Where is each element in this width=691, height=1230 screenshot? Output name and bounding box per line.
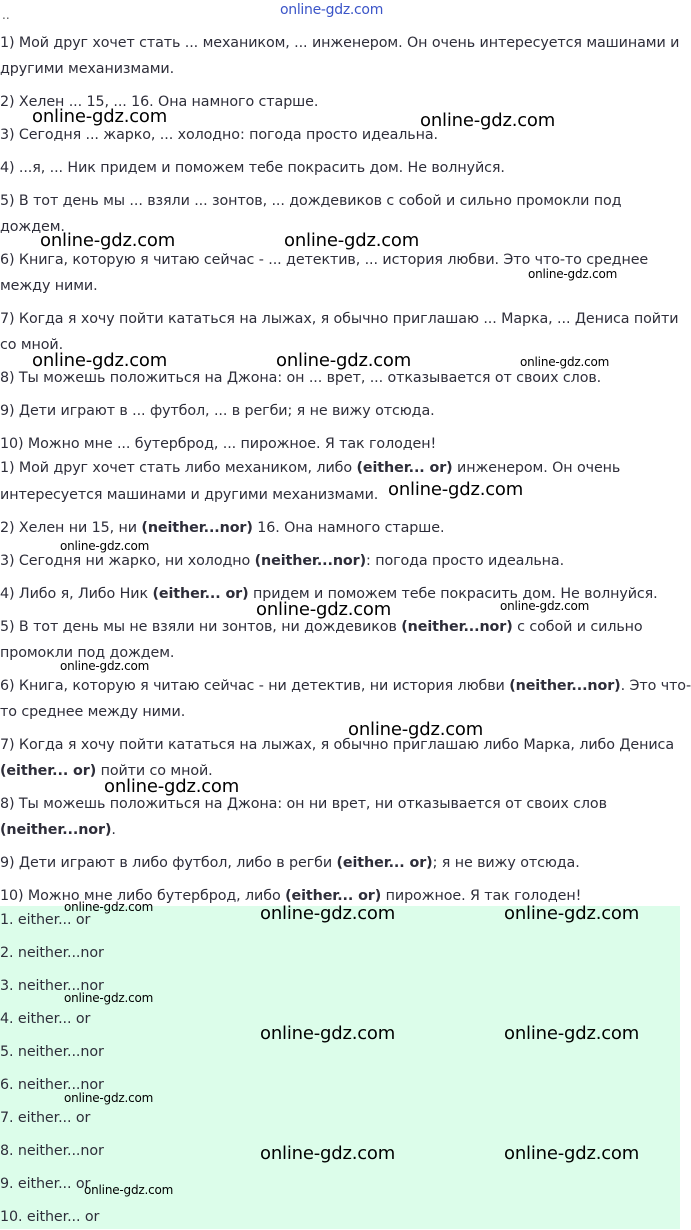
answer-text: 6) Книга, которую я читаю сейчас - ни детектив, ни история любви <box>0 678 510 694</box>
watermark: online-gdz.com <box>64 991 154 1005</box>
short-answer <box>0 1204 680 1230</box>
watermark: online-gdz.com <box>60 659 150 673</box>
answer-text: 5) В тот день мы не взяли ни зонтов, ни дождевиков <box>0 619 402 635</box>
question-line <box>0 188 680 214</box>
filled-answer-line <box>0 455 680 481</box>
watermark: online-gdz.com <box>500 599 590 613</box>
short-answer-text: 10. either... or <box>0 1209 100 1225</box>
watermark: online-gdz.com <box>64 1091 154 1105</box>
watermark: online-gdz.com <box>276 350 412 371</box>
answer-text: с собой и сильно <box>512 619 643 635</box>
watermark: online-gdz.com <box>260 903 396 924</box>
question-text: между ними. <box>0 278 98 294</box>
site-logo[interactable]: online-gdz.com <box>280 2 384 18</box>
grammar-hint: (neither...nor) <box>141 520 253 536</box>
watermark: online-gdz.com <box>520 355 610 369</box>
answer-text: 10) Можно мне либо бутерброд, либо <box>0 888 286 904</box>
filled-answer-line <box>0 791 680 817</box>
grammar-hint: (neither...nor) <box>401 619 513 635</box>
watermark: online-gdz.com <box>40 230 176 251</box>
watermark: online-gdz.com <box>256 599 392 620</box>
answer-text: . Это что- <box>620 678 691 694</box>
grammar-hint: (either... or) <box>285 888 382 904</box>
watermark: online-gdz.com <box>32 106 168 127</box>
filled-answer-line <box>0 673 691 699</box>
short-answer-text: 3. neither...nor <box>0 978 104 994</box>
filled-answer-line <box>0 699 680 725</box>
answer-text: промокли под дождем. <box>0 645 175 661</box>
filled-answer-line <box>0 482 680 508</box>
question-text: 1) Мой друг хочет стать ... механиком, ... инженером. Он очень интересуется машинами и <box>0 35 680 51</box>
answer-text: 7) Когда я хочу пойти кататься на лыжах, я обычно приглашаю либо Марка, либо Дениса <box>0 737 674 753</box>
question-line <box>0 30 680 56</box>
watermark: online-gdz.com <box>104 776 240 797</box>
watermark: online-gdz.com <box>504 1023 640 1044</box>
question-line <box>0 431 680 457</box>
short-answer-text: 5. neither...nor <box>0 1044 104 1060</box>
question-text: 5) В тот день мы ... взяли ... зонтов, ... дождевиков с собой и сильно промокли под <box>0 193 622 209</box>
watermark: online-gdz.com <box>348 719 484 740</box>
question-text: со мной. <box>0 337 64 353</box>
question-text: 8) Ты можешь положиться на Джона: он ... врет, ... отказывается от своих слов. <box>0 370 602 386</box>
answer-text: 1) Мой друг хочет стать либо механиком, либо <box>0 460 357 476</box>
watermark: online-gdz.com <box>284 230 420 251</box>
watermark: online-gdz.com <box>420 110 556 131</box>
watermark: online-gdz.com <box>60 539 150 553</box>
filled-answer-line <box>0 515 680 541</box>
short-answer-text: 7. either... or <box>0 1110 91 1126</box>
watermark: online-gdz.com <box>260 1023 396 1044</box>
watermark: online-gdz.com <box>528 267 618 281</box>
watermark: online-gdz.com <box>504 903 640 924</box>
answer-text: то среднее между ними. <box>0 704 186 720</box>
question-text: 7) Когда я хочу пойти кататься на лыжах, я обычно приглашаю ... Марка, ... Дениса пойти <box>0 311 679 327</box>
question-line <box>0 155 680 181</box>
answer-text: интересуется машинами и другими механизмами. <box>0 487 379 503</box>
short-answer-text: 9. either... or <box>0 1176 91 1192</box>
answer-text: : погода просто идеальна. <box>366 553 565 569</box>
filled-answer-line <box>0 817 680 843</box>
short-answer <box>0 940 680 966</box>
dots: .. <box>2 8 10 22</box>
question-text: 3) Сегодня ... жарко, ... холодно: погода просто идеальна. <box>0 127 438 143</box>
filled-answer-line <box>0 758 680 784</box>
answer-text: 16. Она намного старше. <box>252 520 445 536</box>
short-answer-text: 1. either... or <box>0 912 91 928</box>
question-text: 4) ...я, ... Ник придем и поможем тебе покрасить дом. Не волнуйся. <box>0 160 505 176</box>
answer-text: инженером. Он очень <box>452 460 621 476</box>
answer-text: 9) Дети играют в либо футбол, либо в регби <box>0 855 337 871</box>
filled-answer-line <box>0 732 680 758</box>
answer-text: 4) Либо я, Либо Ник <box>0 586 153 602</box>
question-line <box>0 398 680 424</box>
answer-text: 8) Ты можешь положиться на Джона: он ни врет, ни отказывается от своих слов <box>0 796 607 812</box>
answer-text: пирожное. Я так голоден! <box>381 888 582 904</box>
filled-answer-line <box>0 850 680 876</box>
watermark: online-gdz.com <box>32 350 168 371</box>
question-text: 10) Можно мне ... бутерброд, ... пирожное. Я так голоден! <box>0 436 437 452</box>
short-answer-text: 2. neither...nor <box>0 945 104 961</box>
answer-text: ; я не вижу отсюда. <box>432 855 580 871</box>
grammar-hint: (either... or) <box>356 460 453 476</box>
answer-text: 2) Хелен ни 15, ни <box>0 520 142 536</box>
answer-text: 3) Сегодня ни жарко, ни холодно <box>0 553 255 569</box>
question-text: другими механизмами. <box>0 61 175 77</box>
question-text: 9) Дети играют в ... футбол, ... в регби; я не вижу отсюда. <box>0 403 435 419</box>
grammar-hint: (either... or) <box>152 586 249 602</box>
short-answer-text: 8. neither...nor <box>0 1143 104 1159</box>
question-text: 2) Хелен ... 15, ... 16. Она намного старше. <box>0 94 319 110</box>
watermark: online-gdz.com <box>64 900 154 914</box>
short-answer-text: 6. neither...nor <box>0 1077 104 1093</box>
question-line <box>0 306 680 332</box>
grammar-hint: (neither...nor) <box>0 822 112 838</box>
grammar-hint: (either... or) <box>336 855 433 871</box>
watermark: online-gdz.com <box>84 1183 174 1197</box>
question-text: 6) Книга, которую я читаю сейчас - ... детектив, ... история любви. Это что-то среднее <box>0 252 649 268</box>
watermark: online-gdz.com <box>388 479 524 500</box>
answer-text: пойти со мной. <box>96 763 213 779</box>
grammar-hint: (neither...nor) <box>509 678 621 694</box>
answer-text: . <box>111 822 116 838</box>
watermark: online-gdz.com <box>260 1143 396 1164</box>
grammar-hint: (neither...nor) <box>254 553 367 569</box>
short-answer <box>0 1105 680 1131</box>
question-text: дождем. <box>0 219 65 235</box>
grammar-hint: (either... or) <box>0 763 97 779</box>
answer-text: придем и поможем тебе покрасить дом. Не волнуйся. <box>248 586 658 602</box>
question-line <box>0 56 680 82</box>
watermark: online-gdz.com <box>504 1143 640 1164</box>
short-answer-text: 4. either... or <box>0 1011 91 1027</box>
